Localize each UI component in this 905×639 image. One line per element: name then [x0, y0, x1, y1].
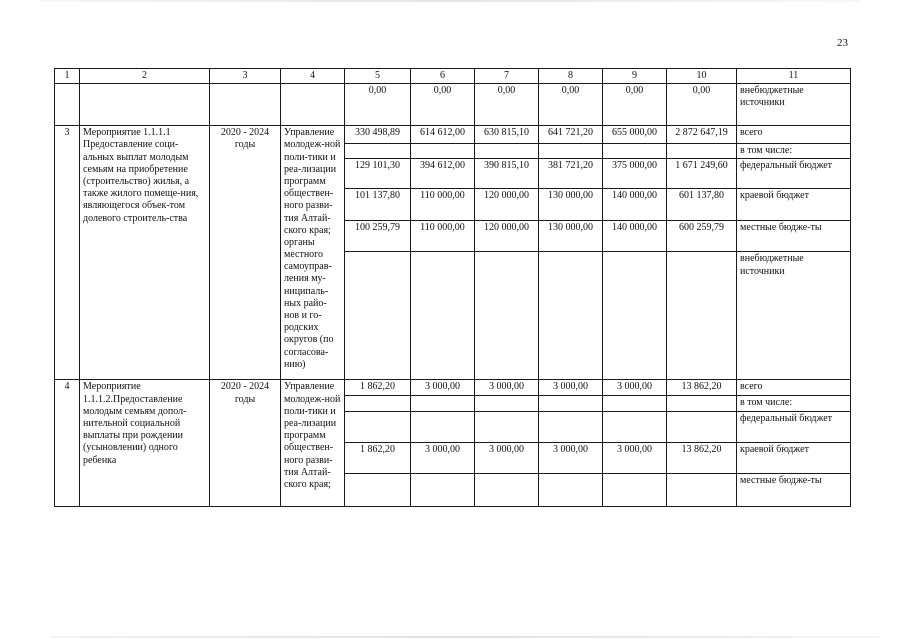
- total-cell: [667, 252, 737, 380]
- amount-cell: 0,00: [411, 84, 475, 126]
- column-header: 1: [55, 69, 80, 84]
- amount-cell: 0,00: [603, 84, 667, 126]
- scan-edge-bottom: [50, 636, 880, 638]
- funding-source-cell: местные бюдже-ты: [737, 221, 851, 252]
- amount-cell: 3 000,00: [539, 443, 603, 474]
- column-header: 3: [210, 69, 281, 84]
- amount-cell: 3 000,00: [539, 380, 603, 396]
- amount-cell: [603, 412, 667, 443]
- amount-cell: 3 000,00: [411, 443, 475, 474]
- amount-cell: [411, 412, 475, 443]
- funding-source-cell: федеральный бюджет: [737, 412, 851, 443]
- measure-name: Мероприятие 1.1.1.2.Предоставление молодым семьям допол-нительной социальной выплаты при рождении (усыновлении) одного ребенка: [80, 380, 210, 507]
- amount-cell: 129 101,30: [345, 159, 411, 189]
- empty-cell: [210, 84, 281, 126]
- amount-cell: 630 815,10: [475, 126, 539, 144]
- amount-cell: 394 612,00: [411, 159, 475, 189]
- amount-cell: 140 000,00: [603, 221, 667, 252]
- funding-source-cell: местные бюдже-ты: [737, 474, 851, 507]
- measure-name: Мероприятие 1.1.1.1 Предоставление соци-альных выплат молодым семьям на приобретение (строительство) жилья, а также жилого помеще-ния, являющегося объек-том долевого строитель-ства: [80, 126, 210, 380]
- funding-source-cell: в том числе:: [737, 144, 851, 159]
- amount-cell: 641 721,20: [539, 126, 603, 144]
- amount-cell: 375 000,00: [603, 159, 667, 189]
- amount-cell: [539, 144, 603, 159]
- amount-cell: 1 862,20: [345, 380, 411, 396]
- amount-cell: 1 862,20: [345, 443, 411, 474]
- amount-cell: 110 000,00: [411, 221, 475, 252]
- measure-executor: Управление молодеж-ной поли-тики и реа-лизации программ обществен-ного разви-тия Алтай-ского края;: [281, 380, 345, 507]
- amount-cell: [411, 474, 475, 507]
- amount-cell: 130 000,00: [539, 189, 603, 221]
- amount-cell: [539, 252, 603, 380]
- amount-cell: [539, 396, 603, 412]
- amount-cell: 110 000,00: [411, 189, 475, 221]
- measure-row: [55, 380, 851, 396]
- page-number: 23: [837, 37, 848, 49]
- amount-cell: [345, 252, 411, 380]
- column-header: 2: [80, 69, 210, 84]
- amount-cell: [539, 412, 603, 443]
- empty-cell: [281, 84, 345, 126]
- column-header: 10: [667, 69, 737, 84]
- funding-source-cell: в том числе:: [737, 396, 851, 412]
- amount-cell: 614 612,00: [411, 126, 475, 144]
- amount-cell: [345, 412, 411, 443]
- amount-cell: 655 000,00: [603, 126, 667, 144]
- total-cell: 601 137,80: [667, 189, 737, 221]
- amount-cell: 0,00: [345, 84, 411, 126]
- total-cell: 1 671 249,60: [667, 159, 737, 189]
- column-header: 5: [345, 69, 411, 84]
- measure-period: 2020 - 2024 годы: [210, 126, 281, 380]
- amount-cell: [475, 144, 539, 159]
- measure-row: [55, 126, 851, 144]
- amount-cell: [539, 474, 603, 507]
- column-header: 7: [475, 69, 539, 84]
- funding-source-cell: всего: [737, 380, 851, 396]
- amount-cell: [411, 144, 475, 159]
- column-header: 8: [539, 69, 603, 84]
- amount-cell: [475, 474, 539, 507]
- funding-source-cell: краевой бюджет: [737, 189, 851, 221]
- total-cell: [667, 474, 737, 507]
- amount-cell: [475, 412, 539, 443]
- amount-cell: 0,00: [475, 84, 539, 126]
- amount-cell: [603, 252, 667, 380]
- total-cell: [667, 144, 737, 159]
- measure-number: 3: [55, 126, 80, 380]
- column-header: 11: [737, 69, 851, 84]
- funding-source-cell: внебюджетные источники: [737, 84, 851, 126]
- amount-cell: 381 721,20: [539, 159, 603, 189]
- amount-cell: [603, 396, 667, 412]
- total-cell: [667, 396, 737, 412]
- amount-cell: 101 137,80: [345, 189, 411, 221]
- column-header: 4: [281, 69, 345, 84]
- empty-cell: [55, 84, 80, 126]
- amount-cell: 3 000,00: [603, 443, 667, 474]
- amount-cell: 3 000,00: [475, 443, 539, 474]
- funding-source-cell: краевой бюджет: [737, 443, 851, 474]
- amount-cell: [345, 396, 411, 412]
- amount-cell: [345, 144, 411, 159]
- amount-cell: 3 000,00: [603, 380, 667, 396]
- continuation-row: [55, 84, 851, 126]
- measure-number: 4: [55, 380, 80, 507]
- amount-cell: 130 000,00: [539, 221, 603, 252]
- column-header: 9: [603, 69, 667, 84]
- total-cell: 13 862,20: [667, 380, 737, 396]
- amount-cell: 330 498,89: [345, 126, 411, 144]
- amount-cell: [345, 474, 411, 507]
- budget-table: [54, 68, 851, 507]
- total-cell: 2 872 647,19: [667, 126, 737, 144]
- amount-cell: 120 000,00: [475, 189, 539, 221]
- total-cell: [667, 412, 737, 443]
- amount-cell: [411, 396, 475, 412]
- amount-cell: 390 815,10: [475, 159, 539, 189]
- column-number-row: [55, 69, 851, 84]
- scan-edge-top: [40, 0, 860, 2]
- amount-cell: 120 000,00: [475, 221, 539, 252]
- measure-executor: Управление молодеж-ной поли-тики и реа-лизации программ обществен-ного разви-тия Алтай-ского края; органы местного самоуправ-ления му-ниципаль-ных райо-нов и го-родских округов (по согласова-нию): [281, 126, 345, 380]
- column-header: 6: [411, 69, 475, 84]
- amount-cell: [475, 396, 539, 412]
- funding-source-cell: внебюджетные источники: [737, 252, 851, 380]
- amount-cell: 0,00: [539, 84, 603, 126]
- total-cell: 600 259,79: [667, 221, 737, 252]
- total-cell: 13 862,20: [667, 443, 737, 474]
- amount-cell: 3 000,00: [475, 380, 539, 396]
- amount-cell: 100 259,79: [345, 221, 411, 252]
- measure-period: 2020 - 2024 годы: [210, 380, 281, 507]
- amount-cell: [603, 144, 667, 159]
- amount-cell: 140 000,00: [603, 189, 667, 221]
- funding-source-cell: всего: [737, 126, 851, 144]
- amount-cell: 3 000,00: [411, 380, 475, 396]
- amount-cell: [411, 252, 475, 380]
- funding-source-cell: федеральный бюджет: [737, 159, 851, 189]
- empty-cell: [80, 84, 210, 126]
- amount-cell: [603, 474, 667, 507]
- amount-cell: [475, 252, 539, 380]
- total-cell: 0,00: [667, 84, 737, 126]
